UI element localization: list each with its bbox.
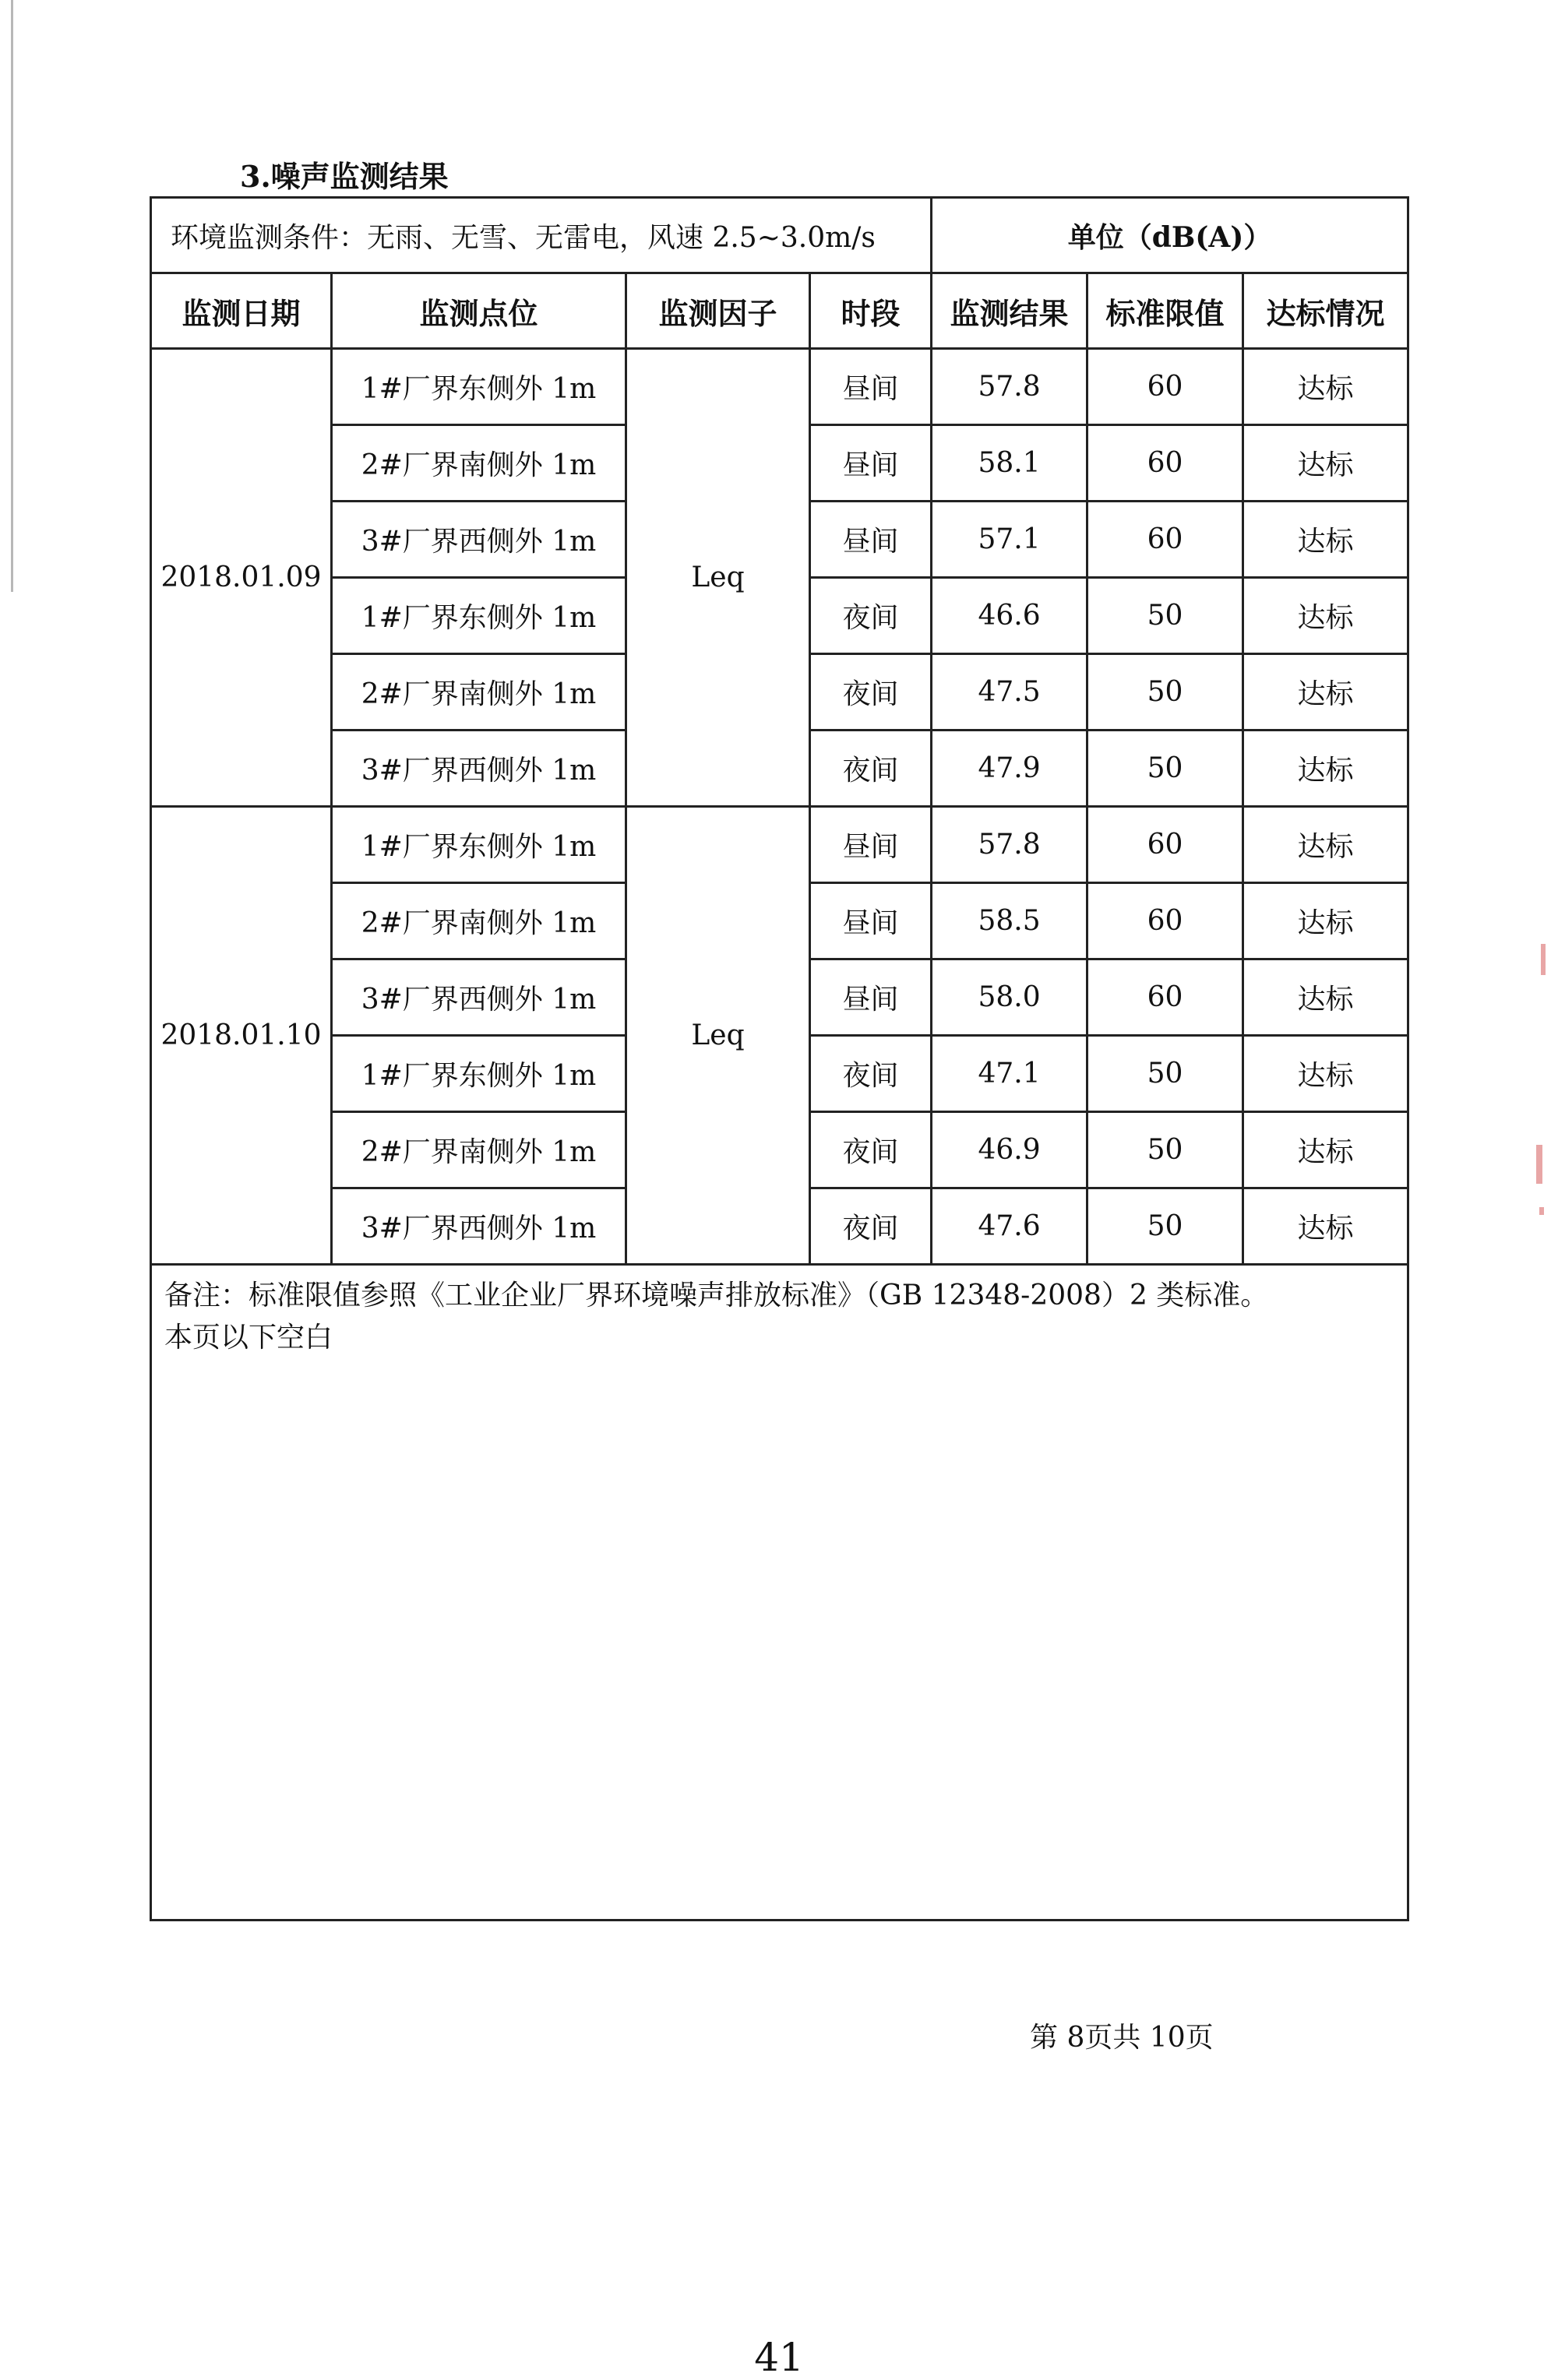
result-cell: 57.1 (932, 502, 1087, 578)
status-cell: 达标 (1243, 959, 1408, 1036)
seal-edge-mark (1536, 1145, 1542, 1184)
limit-cell: 60 (1087, 425, 1243, 502)
result-cell: 46.6 (932, 578, 1087, 654)
seal-edge-mark (1539, 1207, 1544, 1215)
header-row (151, 273, 1408, 349)
result-cell: 47.1 (932, 1036, 1087, 1112)
period-cell: 夜间 (810, 654, 932, 731)
period-cell: 昼间 (810, 502, 932, 578)
point-cell: 2#厂界南侧外 1m (332, 654, 626, 731)
status-cell: 达标 (1243, 1036, 1408, 1112)
limit-cell: 50 (1087, 1112, 1243, 1188)
point-cell: 3#厂界西侧外 1m (332, 731, 626, 807)
status-cell: 达标 (1243, 1188, 1408, 1265)
result-cell: 46.9 (932, 1112, 1087, 1188)
date-cell: 2018.01.09 (151, 349, 332, 807)
point-cell: 1#厂界东侧外 1m (332, 349, 626, 425)
notes-row (151, 1265, 1408, 1921)
note-blank-below: 本页以下空白 (164, 1322, 333, 1354)
notes-cell (151, 1265, 1408, 1921)
period-cell: 夜间 (810, 578, 932, 654)
monitoring-conditions: 环境监测条件：无雨、无雪、无雷电，风速 2.5~3.0m/s (151, 198, 932, 273)
point-cell: 3#厂界西侧外 1m (332, 1188, 626, 1265)
period-cell: 夜间 (810, 1188, 932, 1265)
header-status: 达标情况 (1243, 273, 1408, 349)
period-cell: 昼间 (810, 883, 932, 959)
date-cell: 2018.01.10 (151, 807, 332, 1265)
limit-cell: 60 (1087, 807, 1243, 883)
result-cell: 47.9 (932, 731, 1087, 807)
limit-cell: 50 (1087, 731, 1243, 807)
point-cell: 3#厂界西侧外 1m (332, 959, 626, 1036)
status-cell: 达标 (1243, 502, 1408, 578)
section-title: 3.噪声监测结果 (240, 159, 449, 194)
result-cell: 47.6 (932, 1188, 1087, 1265)
period-cell: 夜间 (810, 1112, 932, 1188)
limit-cell: 60 (1087, 883, 1243, 959)
point-cell: 2#厂界南侧外 1m (332, 1112, 626, 1188)
status-cell: 达标 (1243, 578, 1408, 654)
result-cell: 57.8 (932, 349, 1087, 425)
status-cell: 达标 (1243, 349, 1408, 425)
point-cell: 1#厂界东侧外 1m (332, 1036, 626, 1112)
status-cell: 达标 (1243, 425, 1408, 502)
unit-label: 单位（dB(A)） (932, 198, 1408, 273)
point-cell: 1#厂界东侧外 1m (332, 807, 626, 883)
header-result: 监测结果 (932, 273, 1087, 349)
period-cell: 昼间 (810, 959, 932, 1036)
status-cell: 达标 (1243, 654, 1408, 731)
status-cell: 达标 (1243, 807, 1408, 883)
result-cell: 58.0 (932, 959, 1087, 1036)
bottom-page-number: 41 (754, 2335, 804, 2380)
scan-edge-line (11, 0, 13, 592)
period-cell: 昼间 (810, 349, 932, 425)
status-cell: 达标 (1243, 883, 1408, 959)
seal-edge-mark (1541, 944, 1546, 975)
result-cell: 47.5 (932, 654, 1087, 731)
limit-cell: 50 (1087, 1036, 1243, 1112)
point-cell: 3#厂界西侧外 1m (332, 502, 626, 578)
noise-results-table (150, 196, 1409, 1921)
note-standard-reference: 备注：标准限值参照《工业企业厂界环境噪声排放标准》（GB 12348-2008）2 类标准。 (164, 1280, 1269, 1311)
point-cell: 2#厂界南侧外 1m (332, 425, 626, 502)
factor-cell: Leq (626, 349, 810, 807)
result-cell: 58.1 (932, 425, 1087, 502)
period-cell: 昼间 (810, 807, 932, 883)
header-limit: 标准限值 (1087, 273, 1243, 349)
limit-cell: 50 (1087, 654, 1243, 731)
limit-cell: 50 (1087, 578, 1243, 654)
limit-cell: 60 (1087, 349, 1243, 425)
limit-cell: 50 (1087, 1188, 1243, 1265)
factor-cell: Leq (626, 807, 810, 1265)
limit-cell: 60 (1087, 959, 1243, 1036)
header-period: 时段 (810, 273, 932, 349)
status-cell: 达标 (1243, 1112, 1408, 1188)
period-cell: 昼间 (810, 425, 932, 502)
header-point: 监测点位 (332, 273, 626, 349)
table-row (151, 807, 1408, 883)
table-row (151, 349, 1408, 425)
page-indicator: 第 8页共 10页 (1030, 2022, 1214, 2054)
point-cell: 2#厂界南侧外 1m (332, 883, 626, 959)
period-cell: 夜间 (810, 731, 932, 807)
period-cell: 夜间 (810, 1036, 932, 1112)
result-cell: 57.8 (932, 807, 1087, 883)
point-cell: 1#厂界东侧外 1m (332, 578, 626, 654)
result-cell: 58.5 (932, 883, 1087, 959)
status-cell: 达标 (1243, 731, 1408, 807)
header-factor: 监测因子 (626, 273, 810, 349)
header-date: 监测日期 (151, 273, 332, 349)
limit-cell: 60 (1087, 502, 1243, 578)
conditions-row (151, 198, 1408, 273)
